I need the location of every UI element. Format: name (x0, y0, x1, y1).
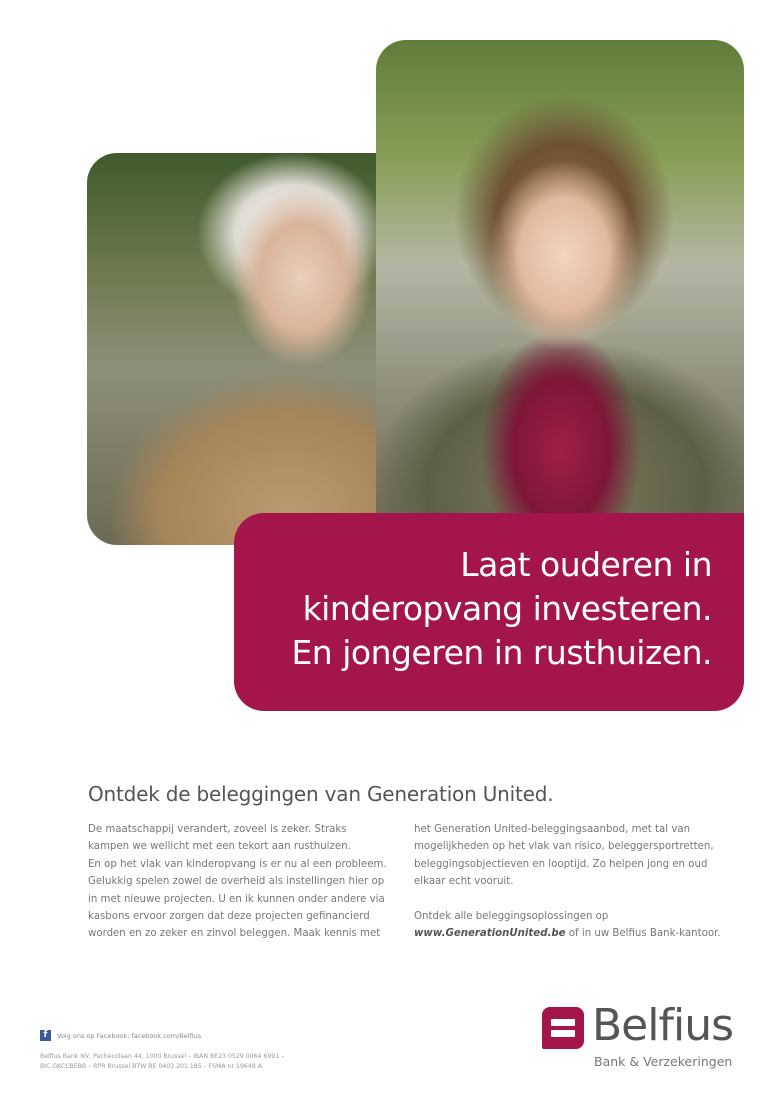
photo-elderly-woman (87, 153, 377, 545)
headline-line-3: En jongeren in rusthuizen. (291, 633, 712, 672)
body-line: in met nieuwe projecten. U en ik kunnen onder andere via (88, 893, 385, 905)
body-line: kampen we wellicht met een tekort aan rusthuizen. (88, 841, 351, 853)
body-line: worden en zo zeker en zinvol beleggen. Maak kennis met (88, 928, 381, 940)
body-line: elkaar echt vooruit. (414, 876, 514, 888)
cta-line-2-rest: of in uw Belfius Bank-kantoor. (565, 928, 721, 940)
paragraph-gap (414, 891, 734, 908)
body-line: beleggingsobjectieven en looptijd. Zo helpen jong en oud (414, 858, 708, 870)
legal-line-2: BIC GKCCBEBB – RPR Brussel BTW BE 0403.201.185 – FSMA nr 19649 A. (40, 1063, 264, 1070)
facebook-text: Volg ons op Facebook: facebook.com/Belfius (57, 1031, 202, 1040)
headline-box (234, 513, 744, 711)
website-link[interactable]: www.GenerationUnited.be (414, 928, 566, 940)
subheading: Ontdek de beleggingen van Generation United. (88, 782, 554, 806)
facebook-icon[interactable]: f (40, 1030, 51, 1041)
belfius-logo (540, 1002, 750, 1077)
logo-tagline: Bank & Verzekeringen (594, 1054, 733, 1069)
legal-line-1: Belfius Bank NV, Pachecolaan 44, 1000 Brussel – IBAN BE23 0529 0064 6991 – (40, 1053, 285, 1060)
body-line: kasbons ervoor zorgen dat deze projecten gefinancierd (88, 911, 370, 923)
body-line: En op het vlak van kinderopvang is er nu al een probleem. (88, 858, 387, 870)
body-line: De maatschappij verandert, zoveel is zeker. Straks (88, 824, 347, 835)
body-column-left (88, 821, 388, 943)
logo-wordmark: Belfius (592, 1000, 734, 1051)
belfius-logo-icon (542, 1007, 584, 1049)
headline-line-2: kinderopvang investeren. (302, 589, 712, 628)
body-column-right (414, 821, 734, 942)
legal-text (40, 1052, 284, 1072)
body-line: mogelijkheden op het vlak van risico, beleggersportretten, (414, 841, 714, 853)
cta-line-1: Ontdek alle beleggingsoplossingen op (414, 910, 609, 922)
body-line: het Generation United-beleggingsaanbod, met tal van (414, 824, 691, 835)
cta-line-2 (414, 925, 734, 942)
facebook-row[interactable] (40, 1030, 201, 1041)
photo-young-woman (376, 40, 744, 540)
body-line: Gelukkig spelen zowel de overheid als instellingen hier op (88, 876, 385, 888)
headline-line-1: Laat ouderen in (460, 545, 712, 584)
